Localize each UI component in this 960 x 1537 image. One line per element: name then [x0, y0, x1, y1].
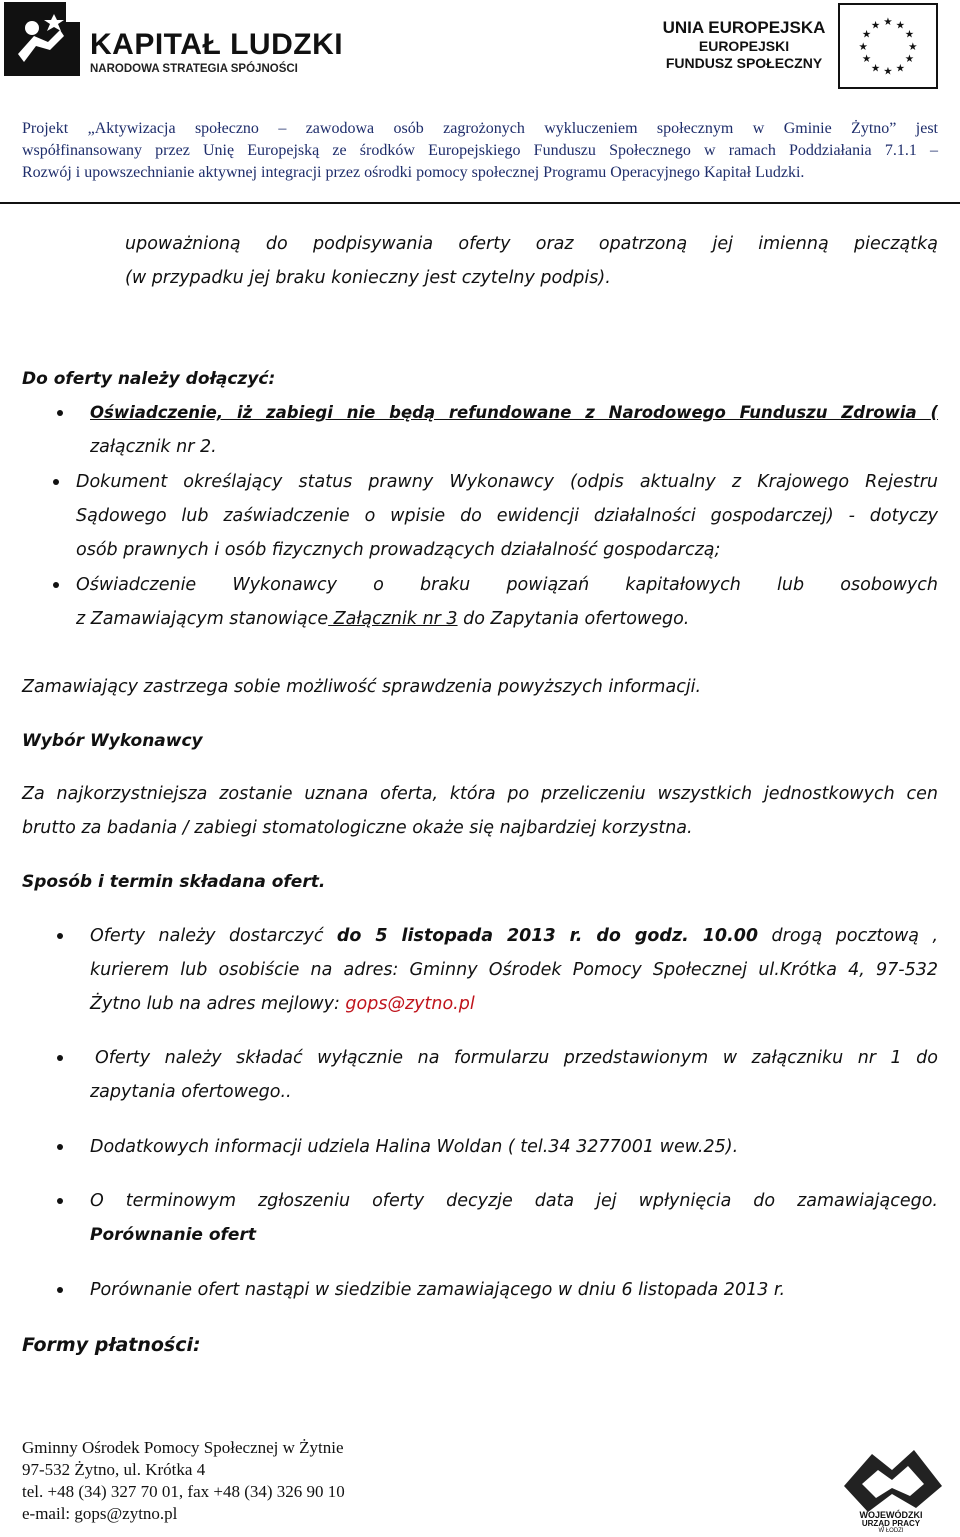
choice-heading: Wybór Wykonawcy [22, 731, 203, 751]
kapital-ludzki-title: KAPITAŁ LUDZKI [90, 28, 344, 61]
header-divider [0, 202, 960, 204]
eu-logo-line2: EUROPEJSKI [698, 38, 790, 54]
submission-text: drogą pocztową , [758, 926, 939, 946]
eu-star-icon: ★ [908, 40, 918, 53]
project-line: współfinansowany przez Unię Europejską ze środków Europejskiego Funduszu Społecznego w ramach Poddziałania 7.1.1 – [22, 142, 938, 159]
eu-star-icon: ★ [904, 53, 915, 66]
email-link[interactable]: gops@zytno.pl [345, 994, 475, 1014]
attachment-item-cont: osób prawnych i osób fizycznych prowadzących działalność gospodarczą; [76, 540, 721, 560]
attachment-item: Oświadczenie, iż zabiegi nie będą refundowane z Narodowego Funduszu Zdrowia ( [90, 403, 938, 422]
eu-star-icon: ★ [858, 40, 868, 53]
eu-logo-line1: UNIA EUROPEJSKA [662, 18, 826, 37]
payment-heading: Formy płatności: [22, 1334, 201, 1356]
eu-star-icon: ★ [904, 28, 915, 41]
submission-text: Żytno lub na adres mejlowy: [90, 994, 346, 1014]
attachments-heading: Do oferty należy dołączyć: [22, 369, 276, 389]
eu-star-icon: ★ [895, 19, 906, 32]
footer-line: 97-532 Żytno, ul. Krótka 4 [22, 1460, 206, 1479]
intro-line: (w przypadku jej braku konieczny jest czytelny podpis). [125, 268, 611, 288]
kapital-ludzki-logo-icon [4, 2, 80, 76]
eu-star-icon: ★ [870, 19, 881, 32]
project-line: Projekt „Aktywizacja społeczno – zawodowa osób zagrożonych wykluczeniem społecznym w Gminie Żytno” jest [22, 120, 938, 137]
submission-item-cont [90, 987, 475, 1021]
attachment-item: Oświadczenie Wykonawcy o braku powiązań kapitałowych lub osobowych [76, 575, 938, 595]
bullet-icon [57, 1055, 63, 1061]
eu-star-icon: ★ [883, 16, 893, 29]
eu-logo-line3: FUNDUSZ SPOŁECZNY [665, 55, 823, 71]
submission-item-cont: zapytania ofertowego.. [90, 1082, 292, 1102]
eu-star-icon: ★ [861, 28, 872, 41]
bullet-icon [57, 410, 63, 416]
footer-line: Gminny Ośrodek Pomocy Społecznej w Żytnie [22, 1438, 344, 1457]
submission-heading: Sposób i termin składana ofert. [22, 872, 326, 892]
wup-logo-text: WOJEWÓDZKI [859, 1510, 923, 1520]
submission-text: Oferty należy dostarczyć [90, 926, 337, 946]
bullet-icon [57, 1198, 63, 1204]
footer-line: tel. +48 (34) 327 70 01, fax +48 (34) 326 90 10 [22, 1482, 345, 1501]
attachment-item-cont: załącznik nr 2. [90, 437, 217, 457]
attachment-item: Dokument określający status prawny Wykonawcy (odpis aktualny z Krajowego Rejestru [76, 472, 938, 492]
comparison-heading: Porównanie ofert [90, 1225, 256, 1245]
choice-line: brutto za badania / zabiegi stomatologiczne okaże się najbardziej korzystna. [22, 818, 693, 838]
eu-logo-text [648, 18, 840, 72]
footer-line: e-mail: gops@zytno.pl [22, 1504, 178, 1523]
eu-star-icon: ★ [870, 62, 881, 75]
attachment-3-link[interactable]: Załącznik nr 3 [328, 609, 458, 629]
bullet-icon [53, 582, 59, 588]
footer-address [22, 1437, 345, 1525]
attachment-text: do Zapytania ofertowego. [457, 609, 690, 629]
bullet-icon [57, 1287, 63, 1293]
submission-item: Porównanie ofert nastąpi w siedzibie zamawiającego w dniu 6 listopada 2013 r. [90, 1280, 786, 1300]
deadline-text: do 5 listopada 2013 r. do godz. 10.00 [336, 926, 759, 946]
intro-line: upoważnioną do podpisywania oferty oraz opatrzoną jej imienną pieczątką [125, 234, 938, 254]
bullet-icon [53, 479, 59, 485]
reserve-note: Zamawiający zastrzega sobie możliwość sprawdzenia powyższych informacji. [22, 677, 702, 697]
project-header [22, 118, 938, 184]
eu-star-icon: ★ [895, 62, 906, 75]
submission-item: Dodatkowych informacji udziela Halina Woldan ( tel.34 3277001 wew.25). [90, 1137, 739, 1157]
attachment-item-cont: Sądowego lub zaświadczenie o wpisie do ewidencji działalności gospodarczej) - dotyczy [76, 506, 938, 526]
submission-item [90, 919, 938, 953]
submission-item: O terminowym zgłoszeniu oferty decyzje data jej wpłynięcia do zamawiającego. [90, 1191, 938, 1211]
kapital-ludzki-subtitle: NARODOWA STRATEGIA SPÓJNOŚCI [90, 63, 298, 75]
submission-item-cont: kurierem lub osobiście na adres: Gminny Ośrodek Pomocy Społecznej ul.Krótka 4, 97-532 [90, 960, 938, 980]
bullet-icon [57, 933, 63, 939]
project-line: Rozwój i upowszechnianie aktywnej integracji przez ośrodki pomocy społecznej Programu Operacyjnego Kapitał Ludzki. [22, 164, 805, 181]
submission-item: Oferty należy składać wyłącznie na formularzu przedstawionym w załączniku nr 1 do [95, 1048, 938, 1068]
eu-star-icon: ★ [861, 53, 872, 66]
choice-line: Za najkorzystniejsza zostanie uznana oferta, która po przeliczeniu wszystkich jednostkowych cen [22, 784, 938, 804]
bullet-icon [57, 1144, 63, 1150]
attachment-item-cont [76, 602, 689, 636]
wup-logo-text: W ŁODZI [878, 1528, 904, 1532]
wup-lodz-logo-icon [832, 1440, 950, 1532]
attachment-text: z Zamawiającym stanowiące [76, 609, 329, 629]
eu-star-icon: ★ [883, 65, 893, 78]
eu-flag-icon [838, 3, 938, 89]
wup-logo-text: URZĄD PRACY [861, 1519, 921, 1528]
